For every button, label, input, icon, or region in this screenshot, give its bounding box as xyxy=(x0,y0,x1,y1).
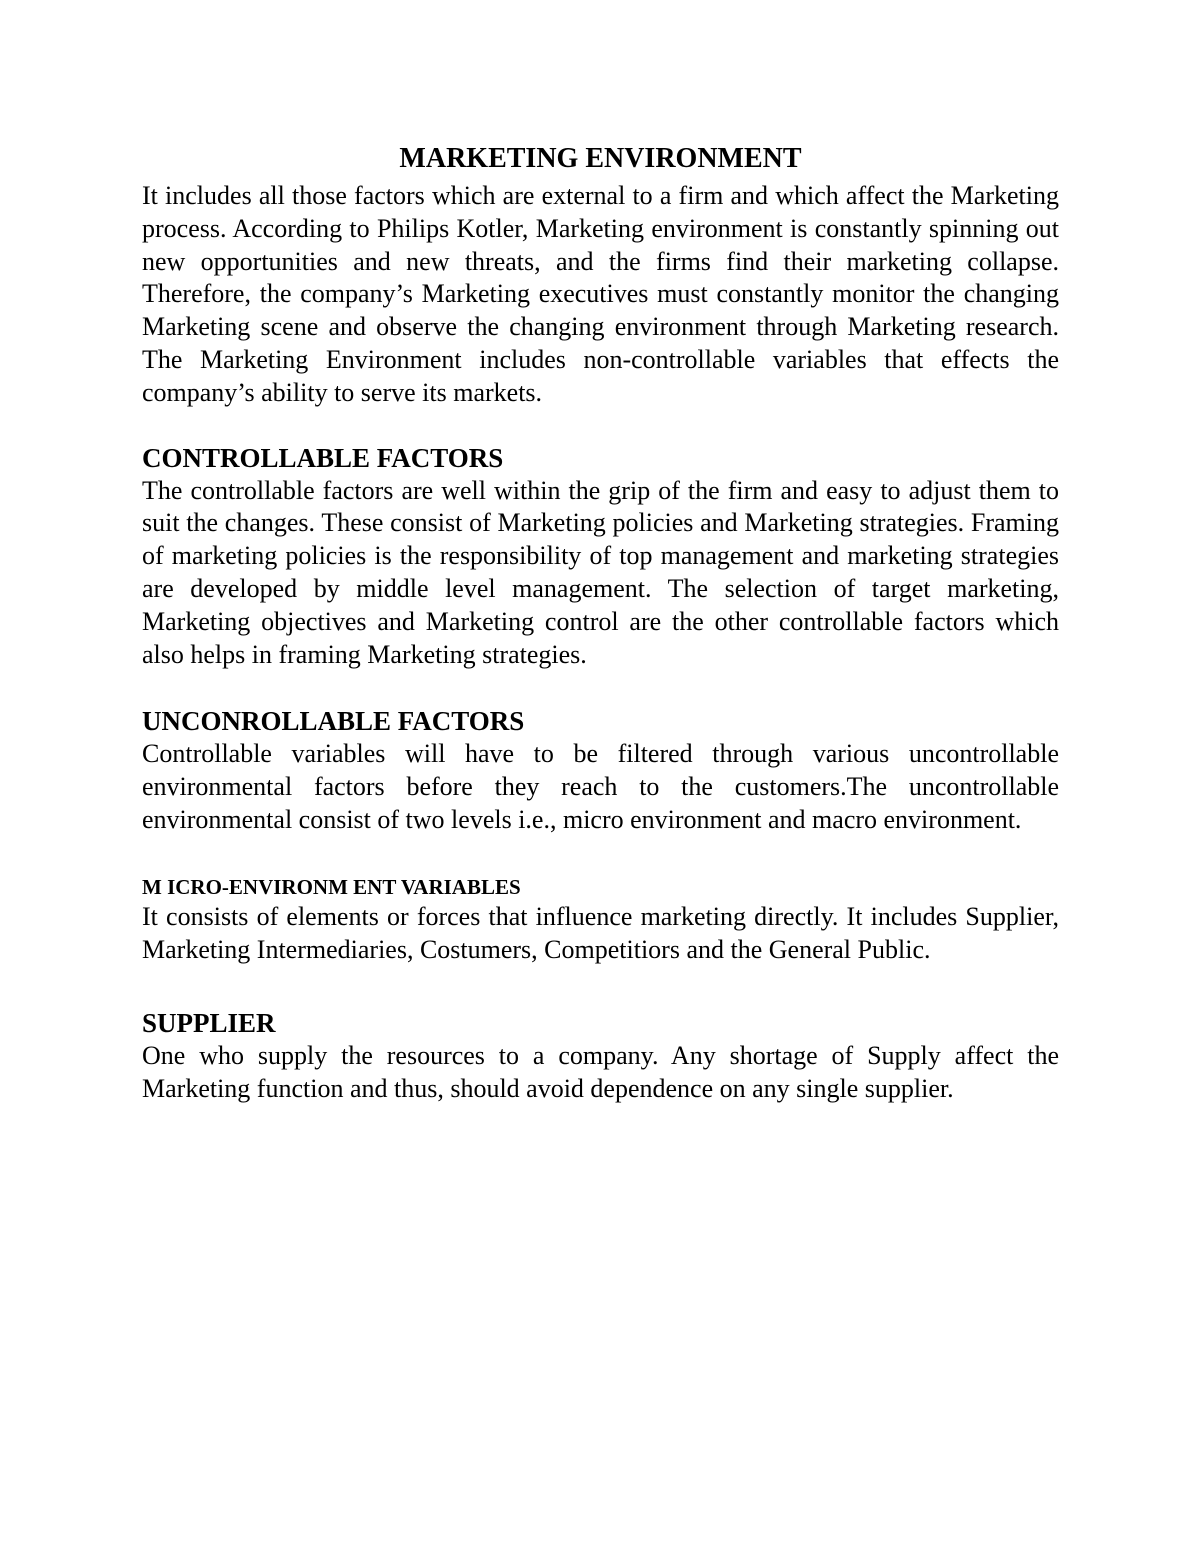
controllable-factors-paragraph: The controllable factors are well within the grip of the firm and easy to adjust them to suit the changes. These consist of Marketing policies and Marketing strategies. Framing of marketing policies is the responsibility of top management and marketing strategies are developed by middle level management. The selection of target marketing, Marketing objectives and Marketing control are the other controllable factors which also helps in framing Marketing strategies. xyxy=(142,475,1059,669)
uncontrollable-factors-heading: UNCONROLLABLE FACTORS xyxy=(142,706,525,737)
spacer xyxy=(142,671,1059,705)
supplier-paragraph: One who supply the resources to a company. Any shortage of Supply affect the Marketing function and thus, should avoid dependence on any single supplier. xyxy=(142,1041,1059,1104)
document-page xyxy=(142,138,1059,1106)
micro-environment-heading: M ICRO-ENVIRONM ENT VARIABLES xyxy=(142,874,521,899)
controllable-factors-heading: CONTROLLABLE FACTORS xyxy=(142,442,504,473)
spacer xyxy=(142,837,1059,873)
spacer xyxy=(142,966,1059,1007)
document-title: MARKETING ENVIRONMENT xyxy=(399,143,802,174)
intro-paragraph: It includes all those factors which are external to a firm and which affect the Marketing process. According to Philips Kotler, Marketing environment is constantly spinning out new opportunities and new threats, and the firms find their marketing collapse. Therefore, the company’s Marketing executives must constantly monitor the changing Marketing scene and observe the changing environment through Marketing research. The Marketing Environment includes non-controllable variables that effects the company’s ability to serve its markets. xyxy=(142,181,1059,407)
micro-environment-paragraph: It consists of elements or forces that influence marketing directly. It includes Supplier, Marketing Intermediaries, Costumers, Competitiors and the General Public. xyxy=(142,901,1059,964)
supplier-heading: SUPPLIER xyxy=(142,1008,276,1039)
uncontrollable-factors-paragraph: Controllable variables will have to be filtered through various uncontrollable environmental factors before they reach to the customers.The uncontrollable environmental consist of two levels i.e., micro environment and macro environment. xyxy=(142,739,1059,834)
spacer xyxy=(142,410,1059,442)
